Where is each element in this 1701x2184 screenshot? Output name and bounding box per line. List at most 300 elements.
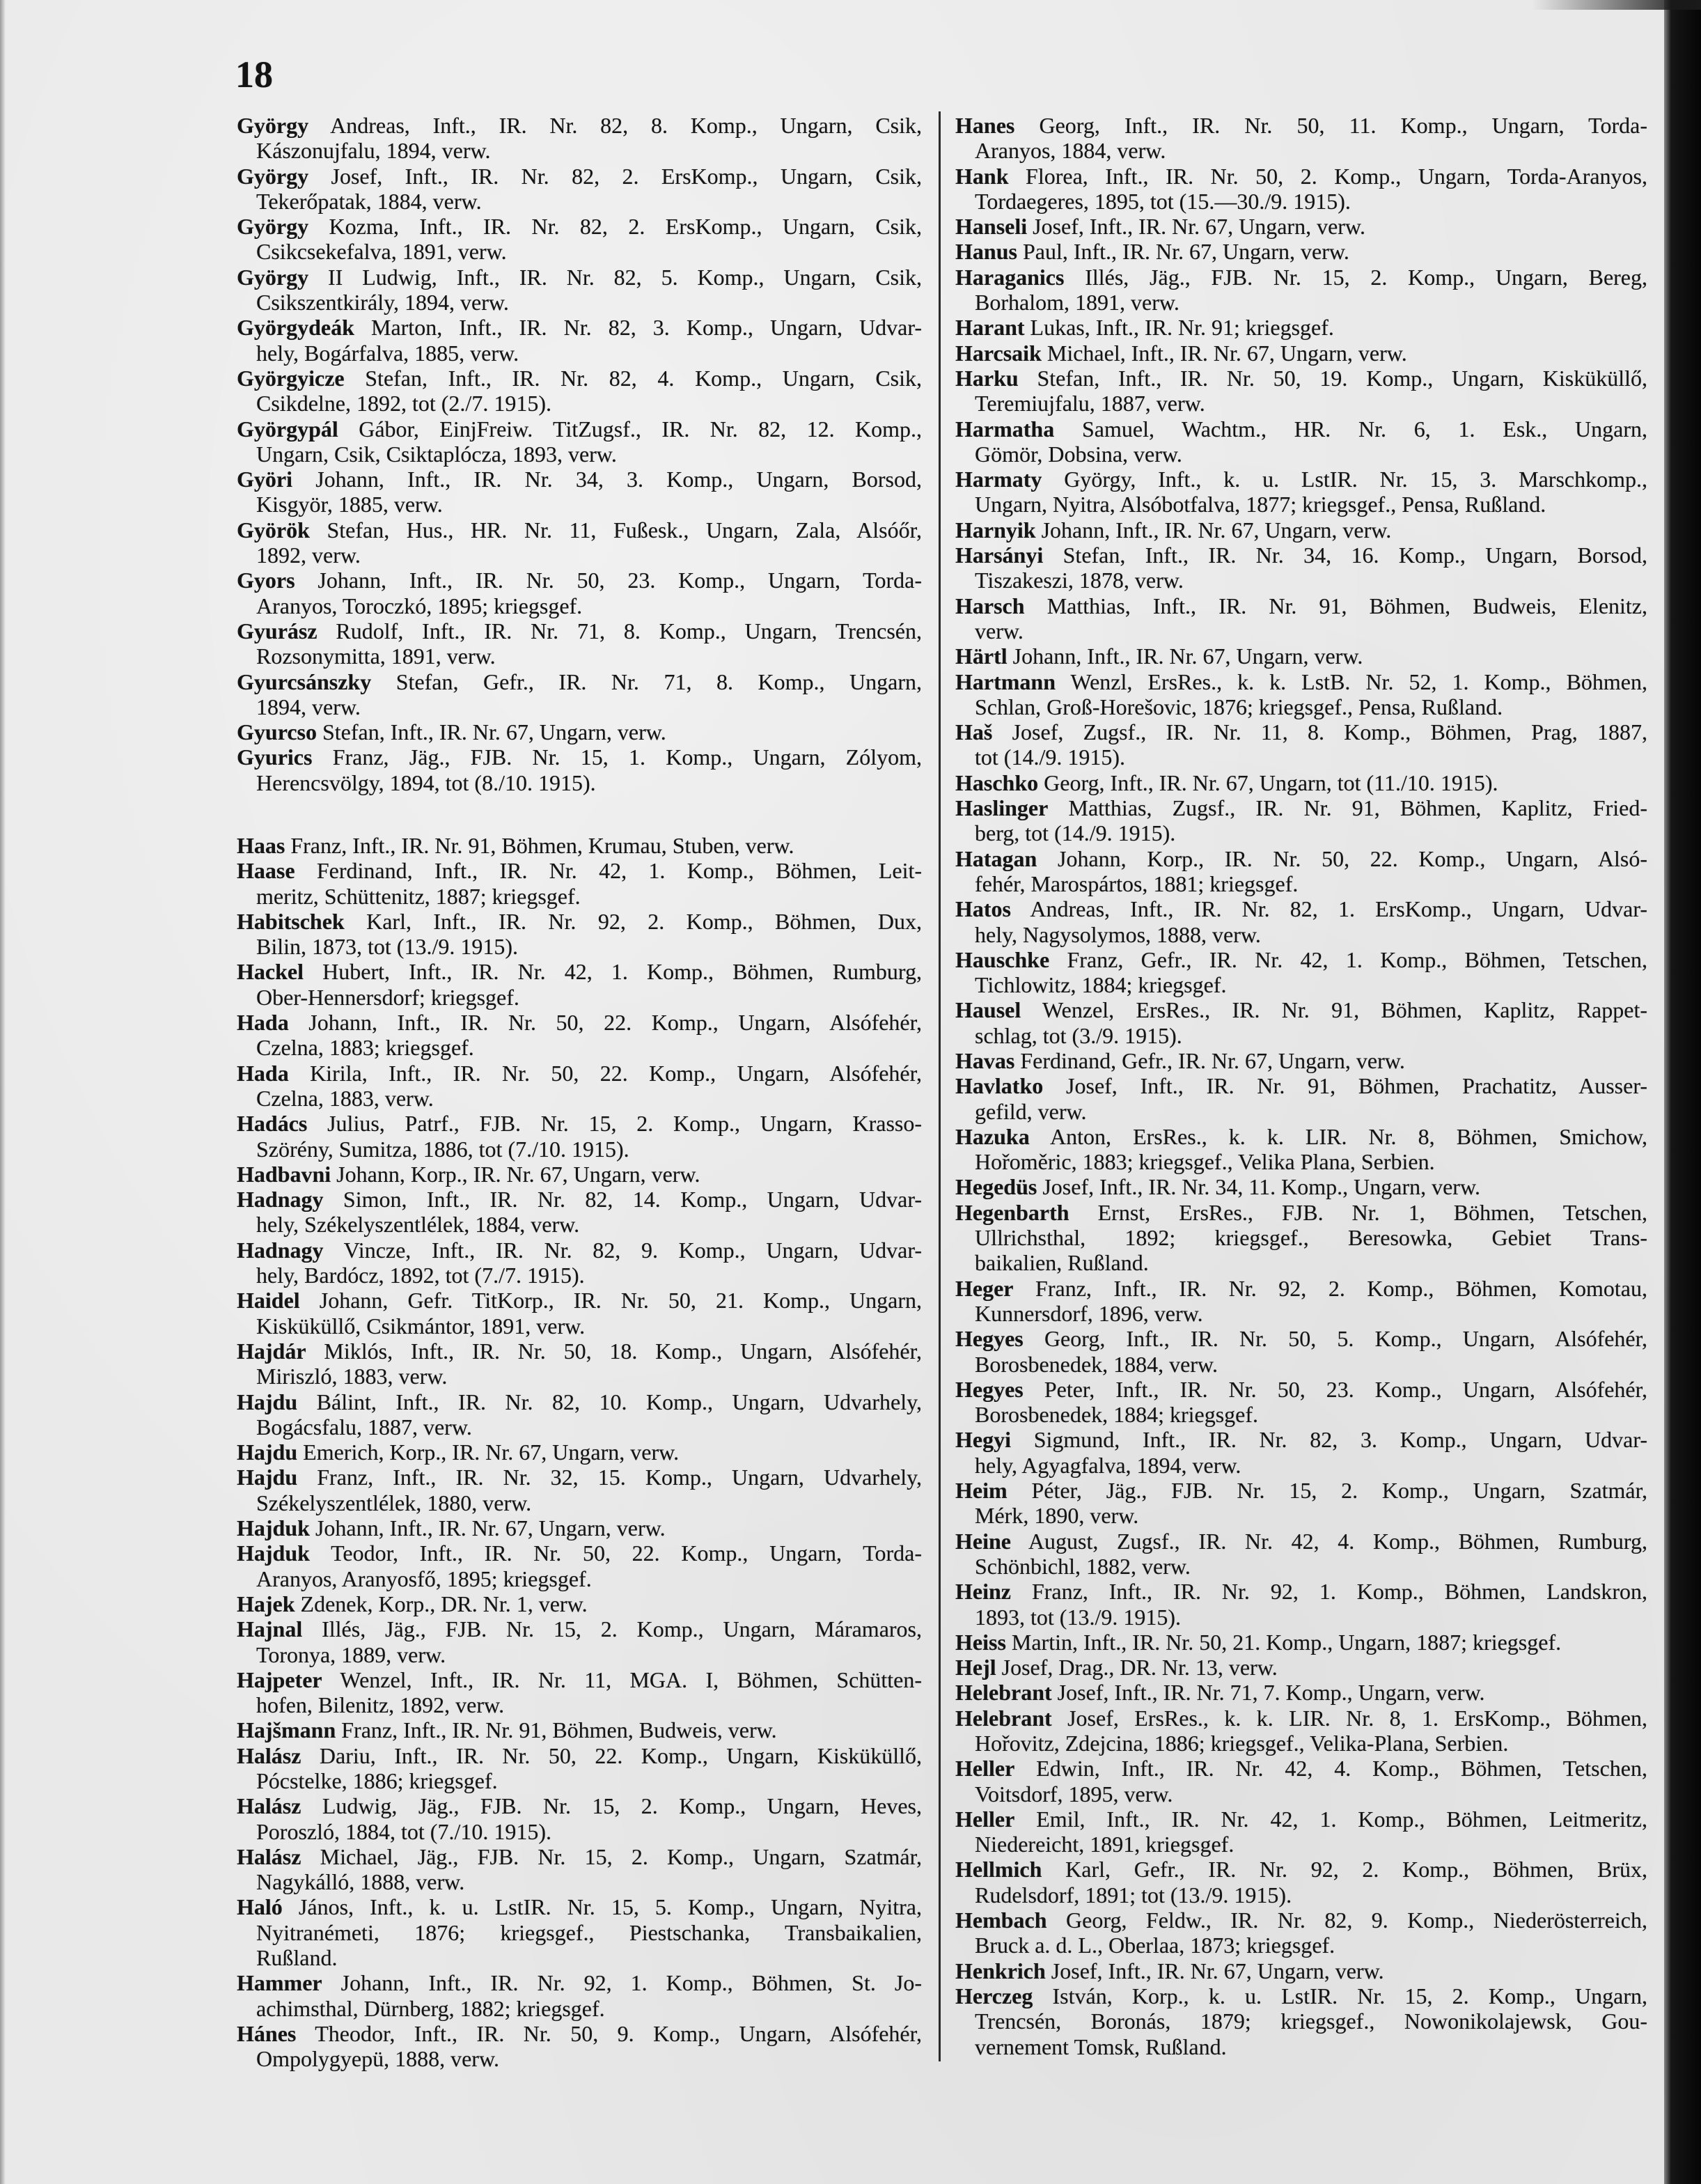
entry-surname: Hank [955,163,1009,189]
entry-surname: Gyurcso [237,719,317,745]
entry-first-line [955,214,1647,239]
entry-continuation-line [955,1301,1647,1326]
entry-text: Teremiujfalu, 1887, verw. [975,391,1205,416]
entry-first-line [237,1111,922,1136]
entry-text: Peter, Inft., IR. Nr. 50, 23. Komp., Ungarn, Alsófehér, [1044,1376,1647,1402]
entry-text: Nagykálló, 1888, verw. [256,1869,465,1895]
casualty-entry [237,669,922,720]
entry-surname: Haase [237,858,295,884]
casualty-entry [955,593,1647,644]
entry-surname: Hada [237,1010,289,1036]
entry-text: Stefan, Gefr., IR. Nr. 71, 8. Komp., Ungarn, [395,669,922,694]
entry-continuation-line [237,1869,922,1894]
casualty-entry [955,1958,1647,1983]
entry-continuation-line [237,1566,922,1591]
entry-text: Mérk, 1890, verw. [975,1503,1139,1529]
casualty-entry [237,1616,922,1667]
entry-text: Franz, Inft., IR. Nr. 92, 1. Komp., Böhmen, Landskron, [1031,1579,1647,1605]
casualty-entry [237,744,922,795]
entry-text: Péter, Jäg., FJB. Nr. 15, 2. Komp., Ungarn, Szatmár, [1031,1478,1647,1504]
entry-first-line [237,366,922,391]
entry-continuation-line [955,1250,1647,1275]
entry-first-line [237,1970,922,1995]
entry-continuation-line [955,1402,1647,1427]
entry-continuation-line [237,290,922,315]
entry-text: Csikszentkirály, 1894, verw. [256,290,509,315]
entry-text: baikalien, Rußland. [975,1250,1149,1276]
left-column-section-h [237,833,922,2072]
entry-continuation-line [955,1731,1647,1756]
casualty-entry [237,1465,922,1515]
casualty-entry [955,543,1647,593]
entry-text: verw. [975,618,1024,644]
casualty-entry [237,366,922,416]
entry-text: hely, Bardócz, 1892, tot (7./7. 1915). [256,1263,585,1288]
entry-text: Georg, Inft., IR. Nr. 50, 5. Komp., Ungarn, Alsófehér, [1044,1326,1647,1352]
entry-first-line [237,1162,922,1187]
entry-text: Borosbenedek, 1884; kriegsgef. [975,1402,1259,1428]
entry-continuation-line [955,1149,1647,1174]
entry-surname: Hejl [955,1655,996,1680]
entry-text: Borosbenedek, 1884, verw. [975,1351,1218,1377]
entry-first-line [955,669,1647,694]
casualty-entry [237,1162,922,1187]
entry-surname: Györgydeák [237,315,354,341]
entry-surname: Hajek [237,1591,295,1616]
entry-text: Kisküküllő, Csikmántor, 1891, verw. [256,1313,586,1339]
entry-text: Aranyos, Aranyosfő, 1895; kriegsgef. [256,1566,592,1591]
entry-surname: Hegedüs [955,1174,1037,1200]
casualty-entry [955,669,1647,720]
casualty-entry [955,1073,1647,1124]
entry-text: Gömör, Dobsina, verw. [975,441,1182,467]
entry-first-line [237,1288,922,1313]
entry-surname: György [237,214,309,240]
entry-continuation-line [955,290,1647,315]
entry-surname: Hausel [955,997,1021,1023]
entry-surname: Havas [955,1047,1015,1073]
entry-surname: Hajdu [237,1389,298,1414]
entry-continuation-line [955,1832,1647,1857]
entry-text: Hořoměric, 1883; kriegsgef., Velika Plana, Serbien. [975,1149,1435,1175]
entry-text: Florea, Inft., IR. Nr. 50, 2. Komp., Ungarn, Torda-Aranyos, [1026,163,1647,189]
entry-text: Ober-Hennersdorf; kriegsgef. [256,984,519,1010]
entry-text: Georg, Inft., IR. Nr. 50, 11. Komp., Ungarn, Torda- [1039,113,1647,138]
entry-surname: Haš [955,719,993,745]
casualty-entry [955,1326,1647,1377]
casualty-entry [237,1111,922,1162]
casualty-entry [955,896,1647,947]
entry-first-line [237,1010,922,1035]
casualty-entry [237,1339,922,1389]
entry-text: Gábor, EinjFreiw. TitZugsf., IR. Nr. 82, 12. Komp., [359,416,922,442]
entry-text: Johann, Korp., IR. Nr. 50, 22. Komp., Ungarn, Alsó- [1058,845,1647,871]
entry-first-line [955,719,1647,744]
entry-surname: Helebrant [955,1705,1052,1731]
entry-continuation-line [237,1819,922,1844]
entry-surname: Hegenbarth [955,1199,1069,1225]
entry-continuation-line [237,1086,922,1111]
entry-first-line [955,795,1647,820]
entry-text: Matthias, Inft., IR. Nr. 91, Böhmen, Budweis, Elenitz, [1047,593,1647,618]
entry-first-line [955,1630,1647,1655]
entry-text: Josef, Drag., DR. Nr. 13, verw. [1001,1655,1278,1680]
casualty-entry [237,1844,922,1895]
entry-first-line [237,1187,922,1212]
entry-surname: Helebrant [955,1680,1052,1706]
entry-text: Aranyos, Toroczkó, 1895; kriegsgef. [256,593,583,618]
entry-first-line [955,341,1647,366]
entry-text: achimsthal, Dürnberg, 1882; kriegsgef. [256,1995,605,2021]
entry-text: Borhalom, 1891, verw. [975,290,1179,315]
casualty-entry [237,1970,922,2021]
entry-text: Michael, Inft., IR. Nr. 67, Ungarn, verw. [1047,340,1407,366]
entry-first-line [955,517,1647,543]
casualty-entry [237,1717,922,1742]
casualty-entry [237,467,922,517]
entry-first-line [955,1478,1647,1503]
entry-surname: Hanus [955,239,1017,265]
entry-text: berg, tot (14./9. 1915). [975,820,1176,846]
casualty-entry [955,644,1647,669]
entry-text: Theodor, Inft., IR. Nr. 50, 9. Komp., Ungarn, Alsófehér, [315,2020,922,2046]
entry-text: Dariu, Inft., IR. Nr. 50, 22. Komp., Ungarn, Kisküküllő, [319,1742,922,1768]
entry-text: Samuel, Wachtm., HR. Nr. 6, 1. Esk., Ungarn, [1081,416,1647,442]
entry-first-line [237,1465,922,1490]
entry-text: hely, Nagysolymos, 1888, verw. [975,921,1261,947]
entry-text: Rußland. [256,1945,338,1971]
entry-surname: Harcsaik [955,340,1042,366]
entry-continuation-line [237,1642,922,1667]
entry-continuation-line [237,985,922,1010]
entry-first-line [237,1440,922,1465]
entry-text: August, Zugsf., IR. Nr. 42, 4. Komp., Böhmen, Rumburg, [1028,1528,1647,1554]
entry-surname: Haidel [237,1288,300,1313]
casualty-entry [237,1793,922,1844]
entry-surname: Hajdár [237,1338,306,1364]
casualty-entry [955,1756,1647,1807]
entry-text: Nyitranémeti, 1876; kriegsgef., Piestschanka, Transbaikalien, [256,1919,922,1945]
entry-continuation-line [237,341,922,366]
entry-text: Miriszló, 1883, verw. [256,1364,448,1389]
entry-surname: György [237,264,309,290]
entry-text: Michael, Jäg., FJB. Nr. 15, 2. Komp., Ungarn, Szatmár, [320,1843,922,1869]
entry-surname: Hatagan [955,845,1037,871]
casualty-entry [955,947,1647,998]
entry-text: Edwin, Inft., IR. Nr. 42, 4. Komp., Böhmen, Tetschen, [1036,1756,1647,1781]
entry-first-line [237,1616,922,1641]
entry-text: Josef, Inft., IR. Nr. 67, Ungarn, verw. [1051,1958,1384,1983]
entry-surname: Hadnagy [237,1237,324,1263]
entry-text: 1892, verw. [256,543,361,568]
entry-surname: Harmatha [955,416,1055,442]
entry-text: Csikdelne, 1892, tot (2./7. 1915). [256,391,551,416]
entry-text: Andreas, Inft., IR. Nr. 82, 1. ErsKomp., Ungarn, Udvar- [1030,896,1647,922]
entry-first-line [237,1667,922,1692]
scan-edge-left [0,0,6,2184]
casualty-entry [237,1667,922,1718]
entry-surname: Heller [955,1756,1015,1781]
casualty-entry [955,467,1647,517]
entry-first-line [955,467,1647,492]
entry-first-line [955,366,1647,391]
entry-first-line [237,467,922,492]
casualty-entry [237,1389,922,1440]
entry-first-line [955,1908,1647,1933]
entry-text: Tekerőpatak, 1884, verw. [256,188,482,214]
entry-text: meritz, Schüttenitz, 1887; kriegsgef. [256,883,581,909]
entry-text: Niedereicht, 1891, kriegsgef. [975,1832,1234,1857]
entry-first-line [237,1894,922,1919]
entry-text: Ferdinand, Inft., IR. Nr. 42, 1. Komp., Böhmen, Leit- [316,858,922,884]
entry-first-line [237,1591,922,1616]
casualty-entry [237,1743,922,1794]
entry-text: Schönbichl, 1882, verw. [975,1553,1191,1579]
entry-first-line [237,265,922,290]
entry-first-line [237,1339,922,1364]
entry-continuation-line [955,694,1647,719]
entry-text: Franz, Inft., IR. Nr. 32, 15. Komp., Ungarn, Udvarhely, [317,1465,922,1490]
entry-first-line [955,1326,1647,1351]
casualty-entry [955,1908,1647,1958]
entry-surname: Härtl [955,644,1008,669]
entry-text: Stefan, Inft., IR. Nr. 82, 4. Komp., Ungarn, Csik, [365,365,922,391]
entry-text: Aranyos, 1884, verw. [975,138,1166,164]
entry-text: Tichlowitz, 1884; kriegsgef. [975,972,1227,998]
entry-text: Ompolygyepü, 1888, verw. [256,2046,499,2072]
entry-surname: Hánes [237,2020,297,2046]
entry-first-line [237,113,922,138]
entry-first-line [955,1807,1647,1832]
entry-surname: Gyurász [237,618,318,644]
entry-text: Kisgyör, 1885, verw. [256,492,443,517]
casualty-entry [237,1187,922,1238]
entry-text: István, Korp., k. u. LstIR. Nr. 15, 2. Komp., Ungarn, [1052,1983,1647,2008]
entry-text: Herencsvölgy, 1894, tot (8./10. 1915). [256,770,596,795]
entry-first-line [955,416,1647,442]
entry-text: Kunnersdorf, 1896, verw. [975,1300,1203,1326]
entry-first-line [237,315,922,340]
entry-surname: Gyurics [237,744,313,770]
casualty-entry [237,1061,922,1112]
casualty-entry [955,1276,1647,1327]
entry-surname: Hembach [955,1908,1047,1933]
entry-first-line [237,2021,922,2046]
entry-text: Paul, Inft., IR. Nr. 67, Ungarn, verw. [1022,239,1349,265]
casualty-entry [237,1238,922,1288]
entry-continuation-line [955,744,1647,770]
entry-first-line [955,593,1647,618]
casualty-entry [237,315,922,366]
entry-text: Johann, Inft., IR. Nr. 50, 22. Komp., Ungarn, Alsófehér, [308,1010,922,1036]
entry-text: Csikcsekefalva, 1891, verw. [256,239,507,265]
casualty-entry [955,1529,1647,1580]
entry-text: hely, Bogárfalva, 1885, verw. [256,340,519,366]
entry-text: Bogácsfalu, 1887, verw. [256,1414,472,1440]
entry-text: Andreas, Inft., IR. Nr. 82, 8. Komp., Ungarn, Csik, [330,113,922,138]
entry-continuation-line [955,2034,1647,2059]
entry-surname: Hajšmann [237,1717,336,1743]
entry-surname: Haslinger [955,795,1049,821]
entry-text: Johann, Inft., IR. Nr. 34, 3. Komp., Ungarn, Borsod, [315,467,922,492]
entry-first-line [237,1743,922,1768]
casualty-entry [955,1655,1647,1680]
entry-continuation-line [237,543,922,568]
entry-continuation-line [955,1605,1647,1630]
entry-first-line [955,1048,1647,1073]
casualty-entry [955,315,1647,340]
entry-first-line [955,1124,1647,1149]
entry-first-line [955,1276,1647,1301]
casualty-entry [237,858,922,909]
entry-surname: Györgypál [237,416,338,442]
entry-text: Josef, Inft., IR. Nr. 67, Ungarn, verw. [1033,214,1365,240]
casualty-entry [955,997,1647,1048]
entry-text: Székelyszentlélek, 1880, verw. [256,1490,532,1515]
entry-text: Toronya, 1889, verw. [256,1641,446,1667]
entry-text: Johann, Korp., IR. Nr. 67, Ungarn, verw. [336,1161,700,1187]
entry-surname: Harmaty [955,467,1042,492]
entry-surname: Haas [237,833,285,858]
entry-text: Josef, Zugsf., IR. Nr. 11, 8. Komp., Böhmen, Prag, 1887, [1012,719,1647,745]
entry-surname: Harnyik [955,517,1036,543]
entry-continuation-line [237,884,922,909]
casualty-entry [955,113,1647,164]
entry-continuation-line [955,972,1647,997]
entry-surname: Haraganics [955,264,1065,290]
casualty-entry [955,1630,1647,1655]
entry-text: tot (14./9. 1915). [975,744,1125,770]
casualty-entry [955,416,1647,467]
entry-continuation-line [237,934,922,959]
entry-surname: Havlatko [955,1073,1044,1099]
entry-text: Ernst, ErsRes., FJB. Nr. 1, Böhmen, Tetschen, [1097,1199,1647,1225]
entry-surname: Haló [237,1894,283,1920]
entry-surname: Hadbavni [237,1161,331,1187]
entry-surname: Haschko [955,770,1039,795]
entry-text: Josef, Inft., IR. Nr. 82, 2. ErsKomp., Ungarn, Csik, [331,163,922,189]
entry-first-line [237,416,922,442]
entry-text: Miklós, Inft., IR. Nr. 50, 18. Komp., Ungarn, Alsófehér, [324,1338,922,1364]
entry-text: Josef, Inft., IR. Nr. 34, 11. Komp., Ungarn, verw. [1042,1174,1480,1200]
casualty-entry [237,2021,922,2072]
entry-text: Stefan, Inft., IR. Nr. 50, 19. Komp., Ungarn, Kisküküllő, [1037,365,1647,391]
entry-surname: Hackel [237,959,304,985]
entry-text: Rudelsdorf, 1891; tot (13./9. 1915). [975,1882,1292,1908]
entry-first-line [955,997,1647,1022]
entry-text: Voitsdorf, 1895, verw. [975,1781,1173,1807]
entry-text: Sigmund, Inft., IR. Nr. 82, 3. Komp., Ungarn, Udvar- [1033,1427,1647,1453]
entry-surname: Harku [955,365,1019,391]
entry-continuation-line [955,1882,1647,1908]
casualty-entry [955,1983,1647,2059]
entry-surname: Herczeg [955,1983,1033,2008]
entry-text: Stefan, Hus., HR. Nr. 11, Fußesk., Ungarn, Zala, Alsóőr, [327,517,922,543]
entry-surname: Heim [955,1478,1008,1504]
casualty-entry [237,568,922,618]
entry-text: Trencsén, Boronás, 1879; kriegsgef., Nowonikolajewsk, Gou- [975,2008,1647,2034]
entry-surname: Harsányi [955,543,1044,568]
entry-first-line [955,543,1647,568]
entry-continuation-line [955,1453,1647,1478]
entry-first-line [955,1174,1647,1199]
entry-surname: Hajdu [237,1465,298,1490]
casualty-entry [955,1706,1647,1756]
entry-text: Georg, Inft., IR. Nr. 67, Ungarn, tot (11./10. 1915). [1044,770,1498,795]
entry-text: schlag, tot (3./9. 1915). [975,1022,1182,1048]
entry-surname: György [237,113,309,138]
entry-first-line [955,644,1647,669]
entry-continuation-line [237,239,922,264]
entry-text: Ungarn, Csik, Csiktaplócza, 1893, verw. [256,441,617,467]
casualty-entry [955,164,1647,214]
entry-text: Bálint, Inft., IR. Nr. 82, 10. Komp., Ungarn, Udvarhely, [316,1389,922,1414]
entry-first-line [955,896,1647,921]
entry-surname: Heger [955,1275,1014,1301]
entry-text: Zdenek, Korp., DR. Nr. 1, verw. [300,1591,588,1616]
entry-continuation-line [237,1364,922,1389]
casualty-entry [955,341,1647,366]
entry-surname: Hajpeter [237,1667,322,1692]
entry-surname: Hammer [237,1970,322,1996]
casualty-entry [955,795,1647,846]
entry-text: Kászonujfalu, 1894, verw. [256,138,491,164]
entry-surname: Hajdu [237,1440,298,1465]
entry-continuation-line [237,770,922,795]
casualty-entry [955,1427,1647,1478]
casualty-entry [955,1807,1647,1857]
casualty-entry [237,1540,922,1591]
entry-continuation-line [955,2008,1647,2034]
entry-first-line [955,846,1647,871]
casualty-entry [955,719,1647,770]
entry-first-line [237,517,922,543]
entry-continuation-line [955,922,1647,947]
entry-text: Josef, Inft., IR. Nr. 71, 7. Komp., Ungarn, verw. [1057,1680,1485,1706]
entry-continuation-line [955,442,1647,467]
entry-text: Hořovitz, Zdejcina, 1886; kriegsgef., Velika-Plana, Serbien. [975,1731,1509,1756]
entry-surname: Harsch [955,593,1025,618]
casualty-entry [237,1894,922,1970]
entry-surname: Hellmich [955,1857,1042,1882]
casualty-entry [955,366,1647,416]
casualty-entry [237,113,922,164]
entry-first-line [237,858,922,883]
entry-text: vernement Tomsk, Rußland. [975,2034,1227,2059]
casualty-entry [955,1200,1647,1276]
casualty-entry [237,1440,922,1465]
entry-text: Illés, Jäg., FJB. Nr. 15, 2. Komp., Ungarn, Máramaros, [322,1616,922,1642]
entry-first-line [237,719,922,744]
entry-continuation-line [955,1023,1647,1048]
entry-surname: Hartmann [955,669,1056,694]
entry-surname: Halász [237,1742,301,1768]
casualty-entry [237,618,922,669]
entry-surname: Györök [237,517,310,543]
entry-text: Szörény, Sumitza, 1886, tot (7./10. 1915). [256,1136,629,1162]
entry-continuation-line [237,391,922,416]
entry-first-line [955,1427,1647,1452]
entry-continuation-line [237,2046,922,2071]
entry-text: Franz, Jäg., FJB. Nr. 15, 1. Komp., Ungarn, Zólyom, [332,744,922,770]
entry-continuation-line [955,138,1647,163]
entry-first-line [955,1857,1647,1882]
entry-surname: Györi [237,467,292,492]
entry-text: Ungarn, Nyitra, Alsóbotfalva, 1877; kriegsgef., Pensa, Rußland. [975,492,1546,517]
entry-first-line [955,265,1647,290]
entry-continuation-line [237,1768,922,1793]
entry-text: gefild, verw. [975,1098,1087,1124]
